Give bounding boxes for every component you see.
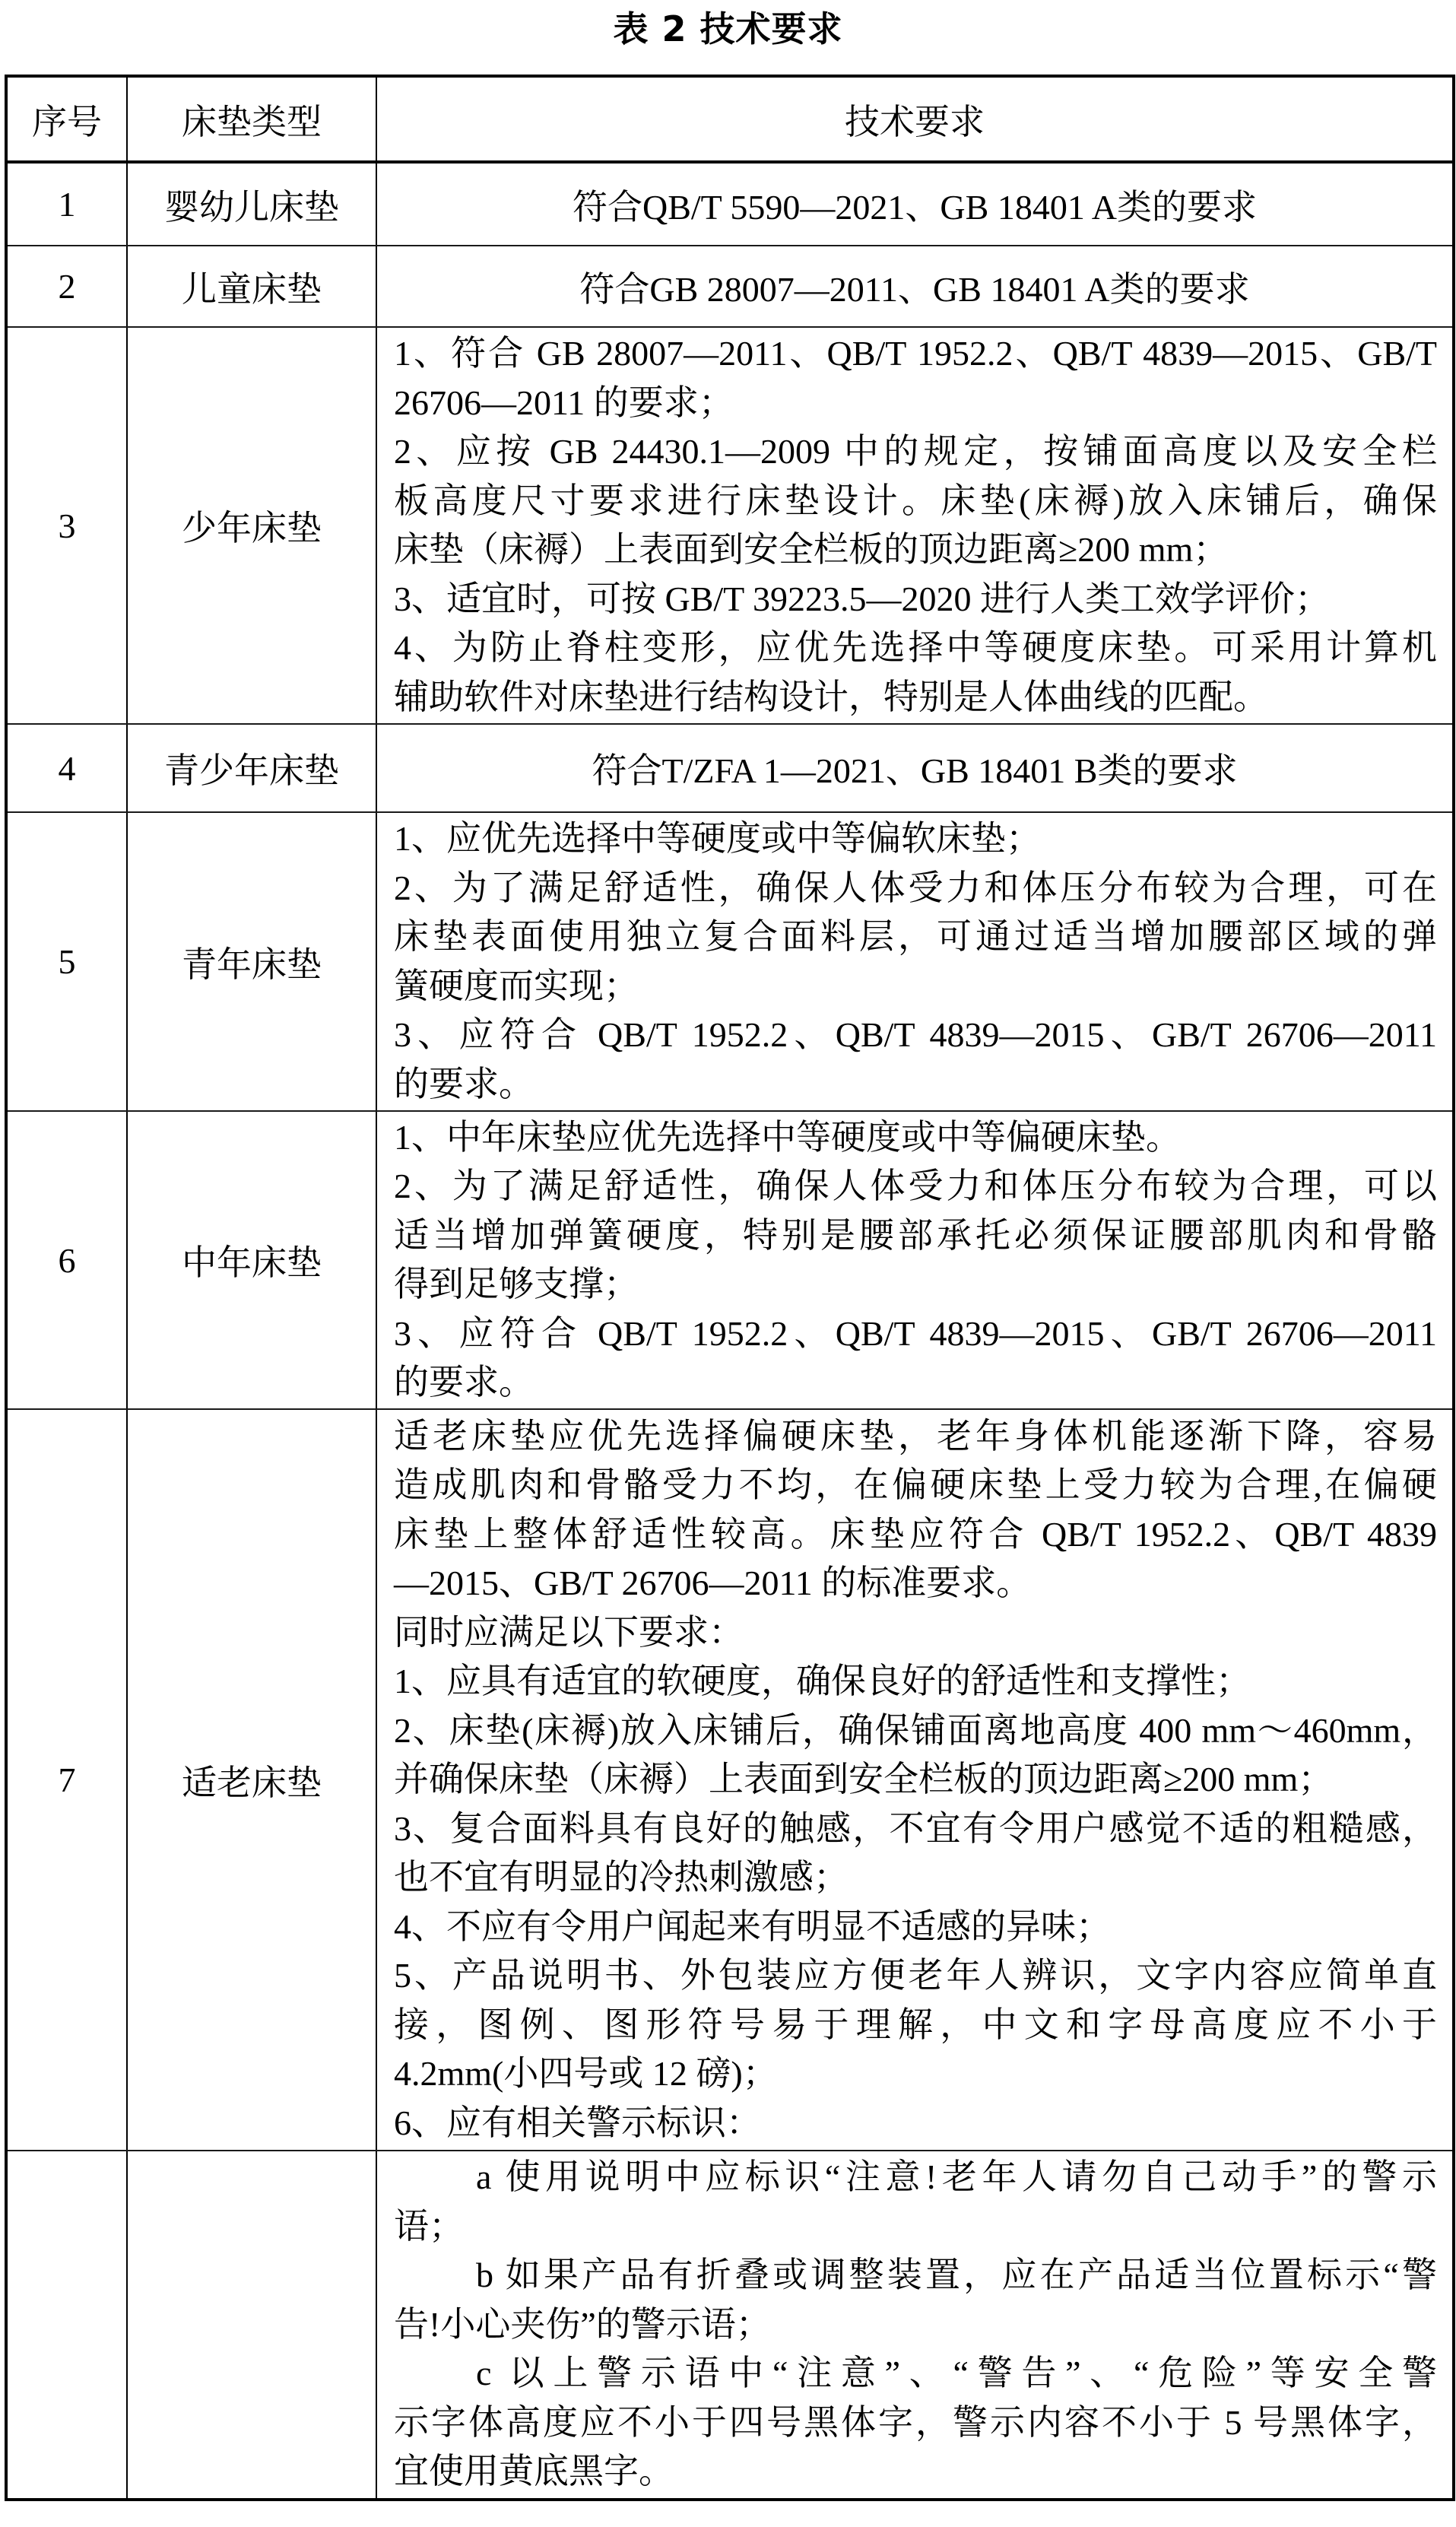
requirement-line: c 以上警示语中“注意”、“警告”、“危险”等安全警 xyxy=(476,2354,1437,2393)
header-index: 序号 xyxy=(6,76,127,162)
technical-requirements-table xyxy=(5,75,1455,2501)
cell-mattress-type: 中年床垫 xyxy=(127,1111,376,1409)
table-row xyxy=(6,1409,1454,2151)
table-row xyxy=(6,246,1454,327)
requirement-line: 辅助软件对床垫进行结构设计，特别是人体曲线的匹配。 xyxy=(394,677,1268,716)
cell-requirement xyxy=(376,327,1454,724)
table-row xyxy=(6,724,1454,812)
cell-index: 2 xyxy=(6,246,127,327)
requirement-line: 床垫表面使用独立复合面料层，可通过适当增加腰部区域的弹 xyxy=(394,917,1437,956)
requirement-text xyxy=(394,814,1437,1109)
cell-mattress-type: 青少年床垫 xyxy=(127,724,376,812)
cell-mattress-type: 儿童床垫 xyxy=(127,246,376,327)
cell-requirement xyxy=(376,1111,1454,1409)
cell-index: 7 xyxy=(6,1409,127,2151)
table-row xyxy=(6,327,1454,724)
requirement-line: 4、为防止脊柱变形，应优先选择中等硬度床垫。可采用计算机 xyxy=(394,628,1437,667)
cell-requirement: 符合QB/T 5590—2021、GB 18401 A类的要求 xyxy=(376,162,1454,246)
requirement-line: 造成肌肉和骨骼受力不均，在偏硬床垫上受力较为合理,在偏硬 xyxy=(394,1465,1437,1505)
table-row-continuation xyxy=(6,2151,1454,2500)
requirement-line: 1、符合 GB 28007—2011、QB/T 1952.2、QB/T 4839—2015、GB/T xyxy=(394,334,1437,373)
requirement-line: a 使用说明中应标识“注意!老年人请勿自己动手”的警示 xyxy=(476,2157,1437,2197)
table-header-row xyxy=(6,76,1454,162)
requirement-line: 同时应满足以下要求： xyxy=(394,1612,744,1652)
requirement-line: 也不宜有明显的冷热刺激感； xyxy=(394,1858,849,1897)
cell-index: 3 xyxy=(6,327,127,724)
requirement-line: 3、适宜时，可按 GB/T 39223.5—2020 进行人类工效学评价； xyxy=(394,579,1330,618)
requirement-line: 告!小心夹伤”的警示语； xyxy=(394,2304,771,2344)
requirement-line: 宜使用黄底黑字。 xyxy=(394,2452,674,2491)
requirement-line: 语； xyxy=(394,2206,464,2246)
requirement-text xyxy=(394,1412,1437,2148)
requirement-line: 4、不应有令用户闻起来有明显不适感的异味； xyxy=(394,1906,1111,1946)
cell-index-empty xyxy=(6,2151,127,2500)
requirement-line: 板高度尺寸要求进行床垫设计。床垫(床褥)放入床铺后，确保 xyxy=(394,481,1437,520)
cell-mattress-type: 婴幼儿床垫 xyxy=(127,162,376,246)
requirement-line: 适老床垫应优先选择偏硬床垫，老年身体机能逐渐下降，容易 xyxy=(394,1416,1437,1456)
requirement-line: 接，图例、图形符号易于理解，中文和字母高度应不小于 xyxy=(394,2005,1437,2044)
warning-requirements-text xyxy=(394,2153,1437,2497)
cell-mattress-type: 适老床垫 xyxy=(127,1409,376,2151)
requirement-text xyxy=(394,329,1437,722)
requirement-line: 2、床垫(床褥)放入床铺后，确保铺面离地高度 400 mm～460mm， xyxy=(394,1710,1437,1750)
cell-index: 1 xyxy=(6,162,127,246)
cell-requirement: 符合GB 28007—2011、GB 18401 A类的要求 xyxy=(376,246,1454,327)
requirement-line: 的要求。 xyxy=(394,1363,534,1402)
cell-mattress-type: 少年床垫 xyxy=(127,327,376,724)
cell-requirement: 符合T/ZFA 1—2021、GB 18401 B类的要求 xyxy=(376,724,1454,812)
table-row xyxy=(6,162,1454,246)
requirement-line: 4.2mm(小四号或 12 磅)； xyxy=(394,2054,778,2094)
requirement-line: 1、应优先选择中等硬度或中等偏软床垫； xyxy=(394,819,1041,858)
cell-requirement xyxy=(376,812,1454,1111)
requirement-line: 5、产品说明书、外包装应方便老年人辨识，文字内容应简单直 xyxy=(394,1956,1437,1995)
requirement-text xyxy=(394,1113,1437,1408)
requirement-line: 3、应符合 QB/T 1952.2、QB/T 4839—2015、GB/T 26706—2011 xyxy=(394,1313,1437,1353)
cell-index: 6 xyxy=(6,1111,127,1409)
requirement-line: 适当增加弹簧硬度，特别是腰部承托必须保证腰部肌肉和骨骼 xyxy=(394,1215,1437,1255)
requirement-line: 6、应有相关警示标识： xyxy=(394,2103,761,2142)
requirement-line: 示字体高度应不小于四号黑体字，警示内容不小于 5 号黑体字， xyxy=(394,2402,1437,2442)
cell-mattress-type: 青年床垫 xyxy=(127,812,376,1111)
requirement-line: 26706—2011 的要求； xyxy=(394,383,734,422)
cell-mattress-type-empty xyxy=(127,2151,376,2500)
requirement-line: b 如果产品有折叠或调整装置，应在产品适当位置标示“警 xyxy=(476,2256,1437,2295)
cell-index: 5 xyxy=(6,812,127,1111)
requirement-line: 1、应具有适宜的软硬度，确保良好的舒适性和支撑性； xyxy=(394,1662,1251,1701)
requirement-line: 的要求。 xyxy=(394,1064,534,1103)
requirement-line: —2015、GB/T 26706—2011 的标准要求。 xyxy=(394,1564,1032,1603)
requirement-line: 3、复合面料具有良好的触感，不宜有令用户感觉不适的粗糙感， xyxy=(394,1808,1437,1848)
table-row xyxy=(6,1111,1454,1409)
requirement-line: 簧硬度而实现； xyxy=(394,966,639,1005)
table-row xyxy=(6,812,1454,1111)
requirement-line: 1、中年床垫应优先选择中等硬度或中等偏硬床垫。 xyxy=(394,1117,1181,1157)
requirement-line: 2、为了满足舒适性，确保人体受力和体压分布较为合理，可在 xyxy=(394,868,1437,907)
header-mattress-type: 床垫类型 xyxy=(127,76,376,162)
table-title: 表 2 技术要求 xyxy=(613,8,843,49)
header-technical-requirement: 技术要求 xyxy=(376,76,1454,162)
requirement-line: 得到足够支撑； xyxy=(394,1265,639,1303)
requirement-line: 床垫（床褥）上表面到安全栏板的顶边距离≥200 mm； xyxy=(394,530,1229,569)
cell-requirement xyxy=(376,2151,1454,2500)
requirement-line: 床垫上整体舒适性较高。床垫应符合 QB/T 1952.2、QB/T 4839 xyxy=(394,1514,1437,1554)
requirement-line: 2、为了满足舒适性，确保人体受力和体压分布较为合理，可以 xyxy=(394,1167,1437,1205)
requirement-line: 并确保床垫（床褥）上表面到安全栏板的顶边距离≥200 mm； xyxy=(394,1760,1334,1799)
cell-requirement xyxy=(376,1409,1454,2151)
requirement-line: 2、应按 GB 24430.1—2009 中的规定，按铺面高度以及安全栏 xyxy=(394,432,1437,471)
cell-index: 4 xyxy=(6,724,127,812)
requirement-line: 3、应符合 QB/T 1952.2、QB/T 4839—2015、GB/T 26706—2011 xyxy=(394,1015,1437,1054)
